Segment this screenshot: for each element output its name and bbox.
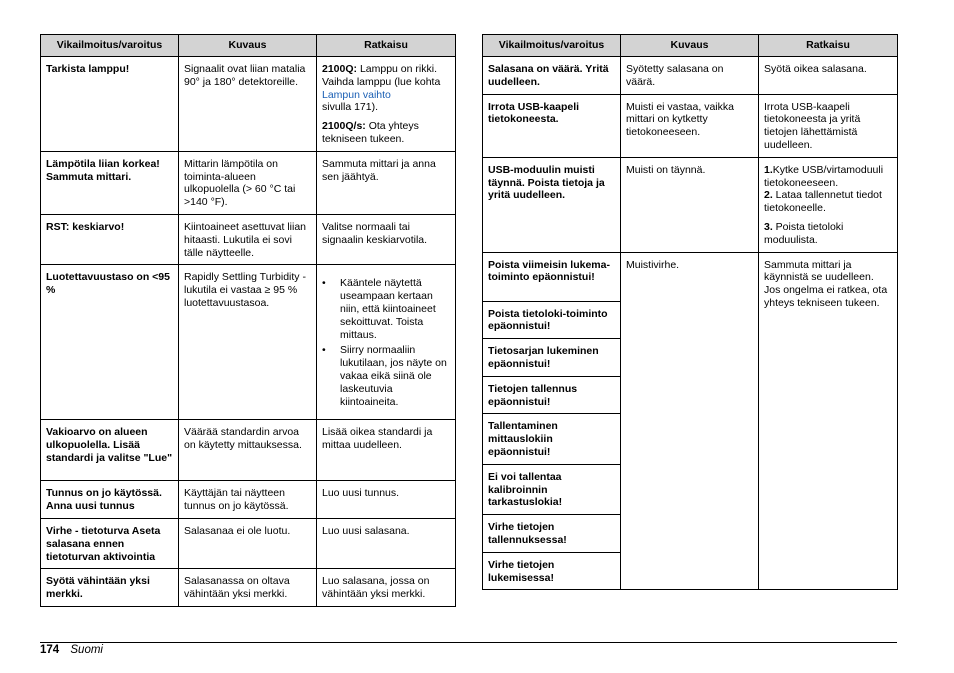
error-cell: Virhe tietojen tallennuksessa! [483,515,621,553]
solution-cell: Sammuta mittari ja anna sen jäähtyä. [317,151,456,214]
description-cell: Väärää standardin arvoa on käytetty mittauksessa. [179,420,317,481]
list-item: • Kääntele näytettä useampaan kertaan niin, että kiintoaineet sekoittuvat. Toista mittaus. [336,277,450,341]
error-cell: Tunnus on jo käytössä. Anna uusi tunnus [41,481,179,519]
solution-text: Lamppu on rikki. Vaihda lamppu (lue kohta [322,63,441,88]
error-cell: Lämpötila liian korkea! Sammuta mittari. [41,151,179,214]
table-row [41,214,456,264]
error-cell: Tietosarjan lukeminen epäonnistui! [483,339,621,377]
solution-cell: Valitse normaali tai signaalin keskiarvotila. [317,214,456,264]
solution-cell: Luo uusi tunnus. [317,481,456,519]
step-number: 2. [764,189,773,202]
troubleshooting-table-left [40,34,456,607]
solution-cell: Irrota USB-kaapeli tietokoneesta ja yritä tietojen lähettämistä uudelleen. [759,94,898,157]
table-row [483,94,898,157]
header-description: Kuvaus [179,35,317,57]
model-label: 2100Q: [322,63,358,75]
list-item: • Siirry normaaliin lukutilaan, jos näyte on vakaa eikä siinä ole laskeutuvia kiintoaineita. [336,344,450,408]
model-label: 2100Q/s: [322,120,366,133]
description-cell: Signaalit ovat liian matalia 90° ja 180° detektoreille. [179,57,317,152]
error-cell: Salasana on väärä. Yritä uudelleen. [483,57,621,95]
table-row [483,252,898,301]
table-row [41,151,456,214]
solution-cell: Lisää oikea standardi ja mittaa uudelleen. [317,420,456,481]
table-row [41,569,456,607]
table-row [483,57,898,95]
error-cell: USB-moduulin muisti täynnä. Poista tietoja ja yritä uudelleen. [483,157,621,252]
table-row [41,420,456,481]
description-cell: Muisti on täynnä. [621,157,759,252]
error-cell: Poista tietoloki-toiminto epäonnistui! [483,301,621,339]
solution-text: sivulla 171). [322,101,379,114]
table-row [483,157,898,252]
error-cell: Ei voi tallentaa kalibroinnin tarkastuslokia! [483,464,621,514]
solution-list [322,277,450,408]
description-cell: Rapidly Settling Turbidity -lukutila ei vastaa ≥ 95 % luotettavuustasoa. [179,265,317,420]
error-cell: Irrota USB-kaapeli tietokoneesta. [483,94,621,157]
error-cell: Vakioarvo on alueen ulkopuolella. Lisää standardi ja valitse "Lue" [41,420,179,481]
description-cell: Käyttäjän tai näytteen tunnus on jo käytössä. [179,481,317,519]
footer-divider [40,642,897,643]
error-cell: Virhe tietojen lukemisessa! [483,552,621,590]
header-solution: Ratkaisu [759,35,898,57]
error-cell: Poista viimeisin lukema-toiminto epäonnistui! [483,252,621,301]
header-description: Kuvaus [621,35,759,57]
table-header-row [483,35,898,57]
solution-cell [317,57,456,152]
description-cell: Mittarin lämpötila on toiminta-alueen ulkopuolella (> 60 °C tai >140 °F). [179,151,317,214]
error-cell: Syötä vähintään yksi merkki. [41,569,179,607]
description-cell: Salasanaa ei ole luotu. [179,518,317,568]
header-error-warning: Vikailmoitus/varoitus [41,35,179,57]
error-cell: Tietojen tallennus epäonnistui! [483,376,621,414]
error-cell: Tarkista lamppu! [41,57,179,152]
solution-cell [317,265,456,420]
table-header-row [41,35,456,57]
solution-cell: Sammuta mittari ja käynnistä se uudelleen. Jos ongelma ei ratkea, ota yhteys tekniseen tukeen. [759,252,898,590]
page-number: 174 [40,644,60,656]
table-row [41,481,456,519]
error-cell: RST: keskiarvo! [41,214,179,264]
lamp-replacement-link[interactable]: Lampun vaihto [322,88,391,101]
table-row [41,57,456,152]
solution-cell: Syötä oikea salasana. [759,57,898,95]
error-cell: Luotettavuustaso on <95 % [41,265,179,420]
solution-cell [759,157,898,252]
step-text: Poista tietoloki moduulista. [764,220,844,246]
step-text: Kytke USB/virtamoduuli tietokoneeseen. [764,163,884,189]
step-number: 3. [764,220,773,233]
description-cell: Muistivirhe. [621,252,759,590]
table-row [41,265,456,420]
solution-text: Ota yhteys tekniseen tukeen. [322,120,419,145]
step-text: Lataa tallennetut tiedot tietokoneelle. [764,189,882,215]
step-number: 1. [764,163,773,176]
header-error-warning: Vikailmoitus/varoitus [483,35,621,57]
description-cell: Muisti ei vastaa, vaikka mittari on kytketty tietokoneeseen. [621,94,759,157]
table-row [41,518,456,568]
language-label: Suomi [70,644,103,656]
header-solution: Ratkaisu [317,35,456,57]
error-cell: Virhe - tietoturva Aseta salasana ennen tietoturvan aktivointia [41,518,179,568]
error-cell: Tallentaminen mittauslokiin epäonnistui! [483,414,621,464]
troubleshooting-table-right [482,34,898,590]
description-cell: Kiintoaineet asettuvat liian hitaasti. Lukutila ei sovi tälle näytteelle. [179,214,317,264]
solution-cell: Luo uusi salasana. [317,518,456,568]
solution-cell: Luo salasana, jossa on vähintään yksi merkki. [317,569,456,607]
description-cell: Syötetty salasana on väärä. [621,57,759,95]
page-footer [40,644,103,656]
description-cell: Salasanassa on oltava vähintään yksi merkki. [179,569,317,607]
